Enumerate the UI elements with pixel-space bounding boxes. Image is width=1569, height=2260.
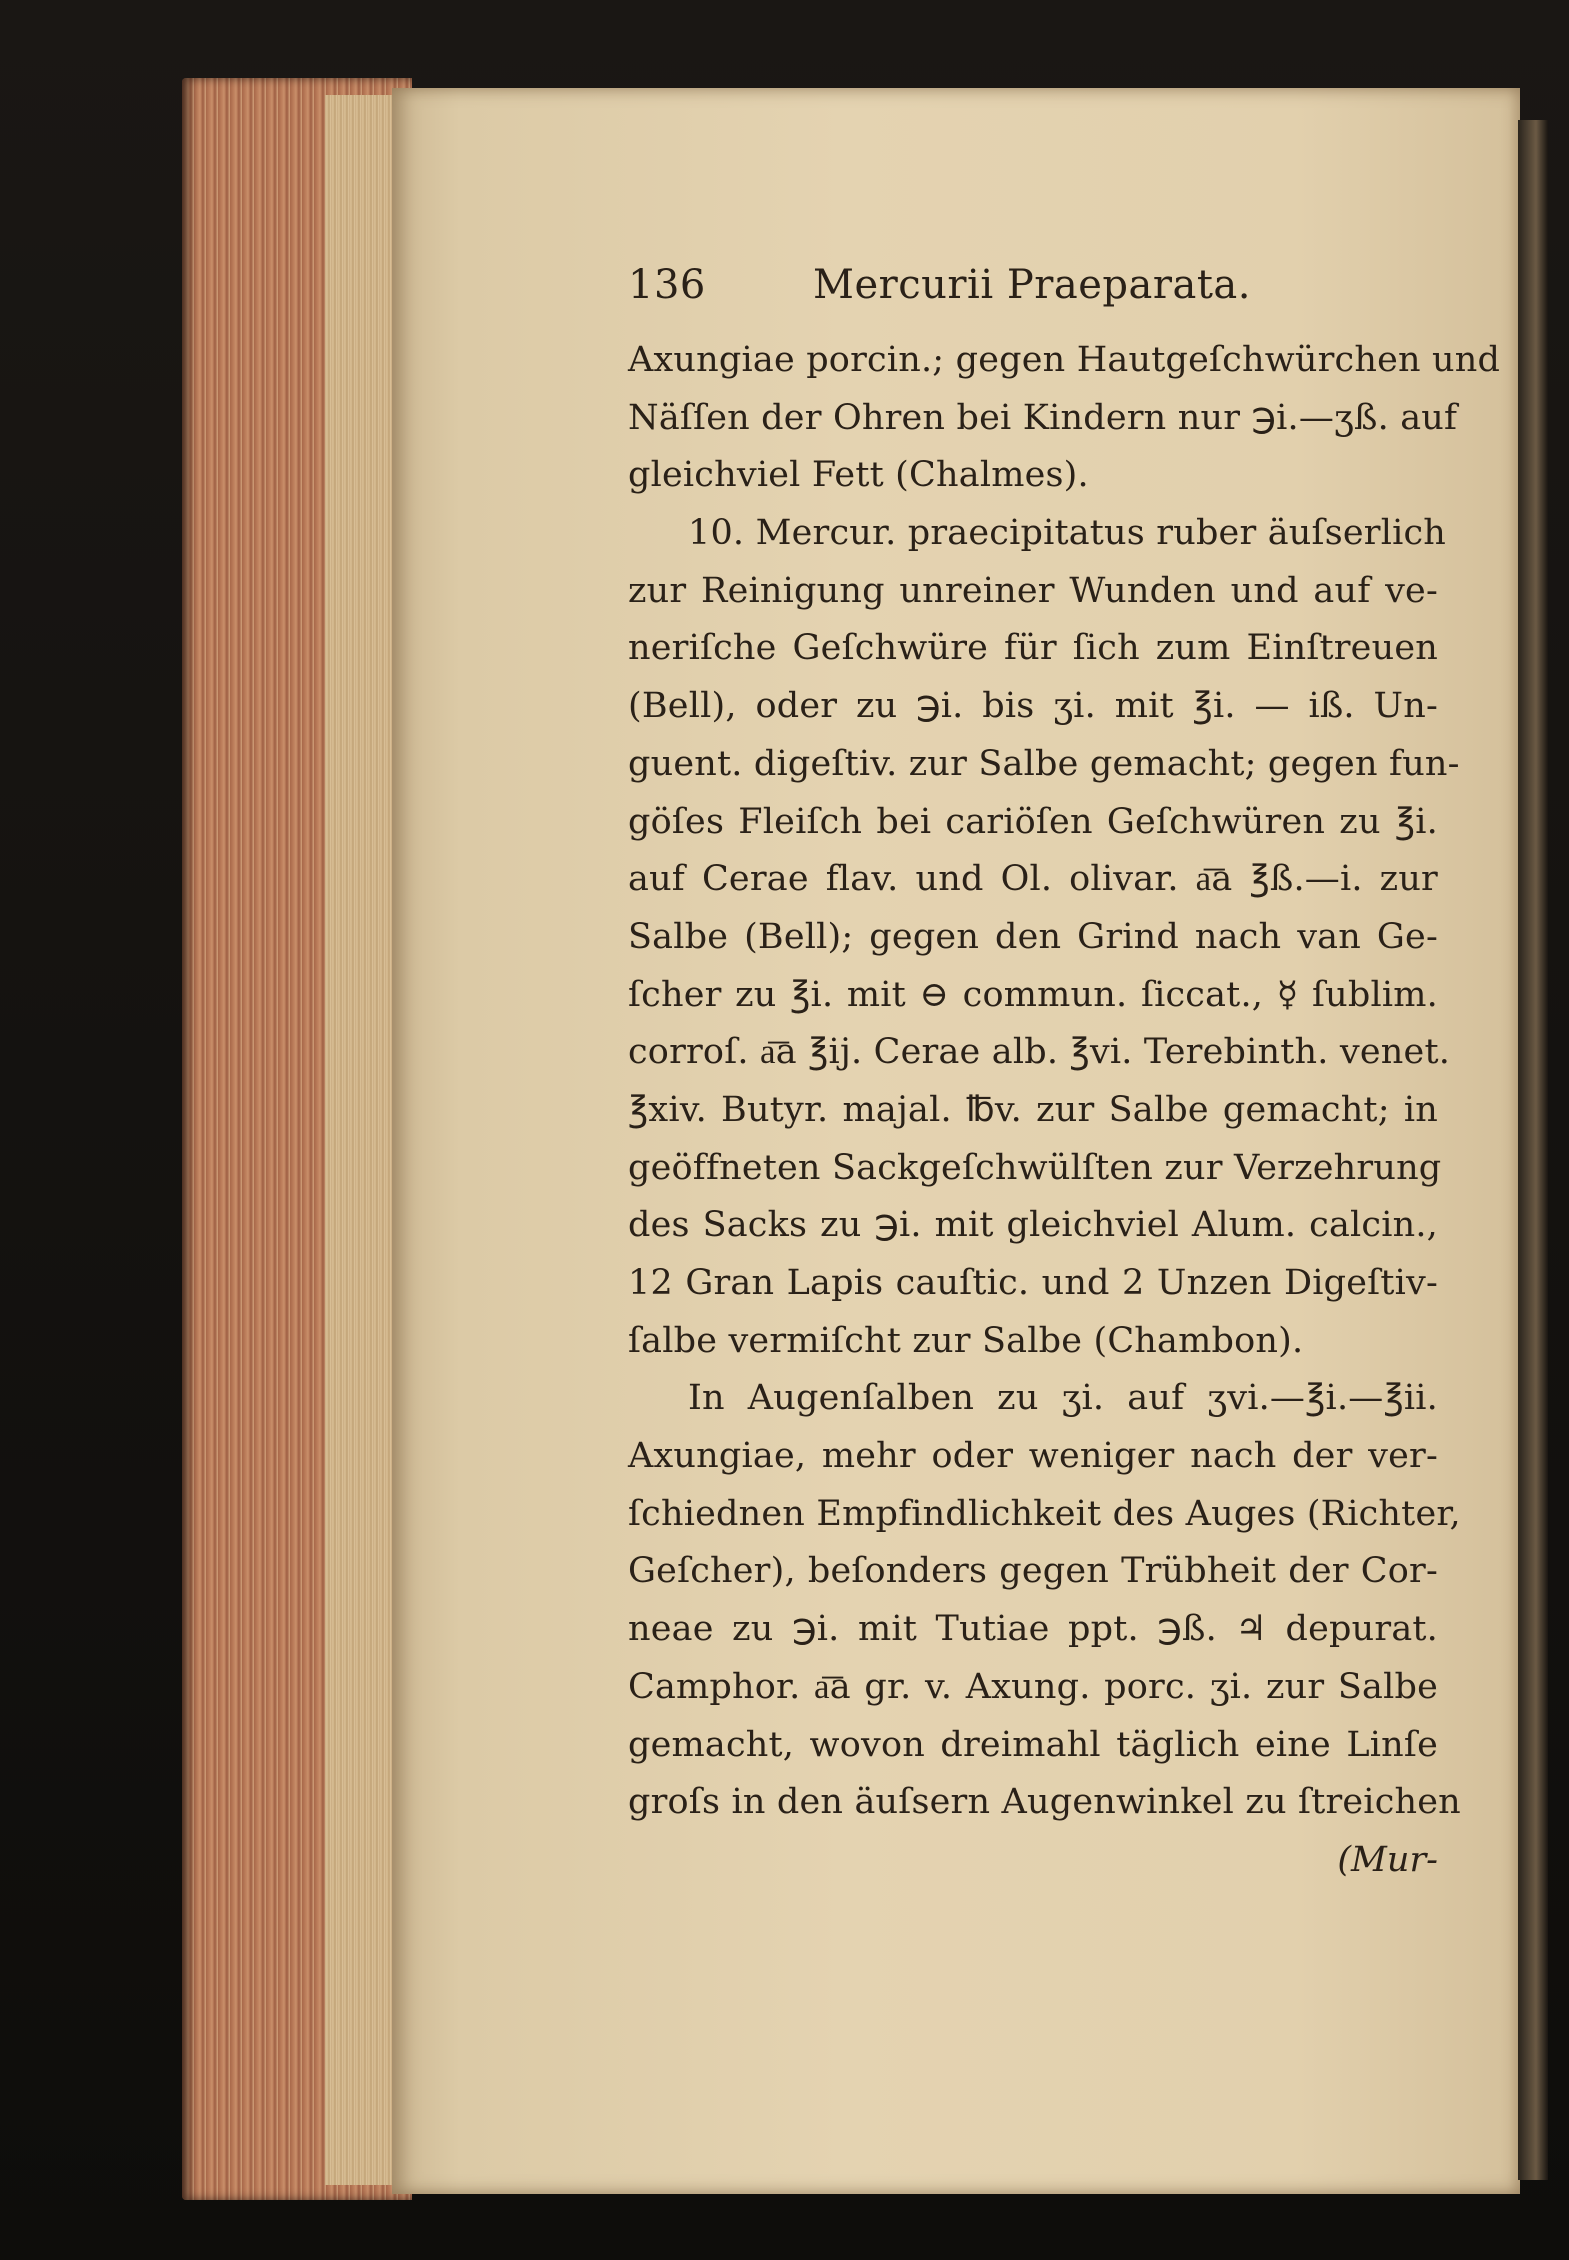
page-text xyxy=(628,262,1501,1890)
text-line: des Sacks zu ℈i. mit gleichviel Alum. calcin., xyxy=(628,1205,1438,1246)
text-line: (Bell), oder zu ℈i. bis ʒi. mit ℥i. — iß. Un- xyxy=(628,686,1438,727)
text-line: ſchiednen Empfindlichkeit des Auges (Richter, xyxy=(628,1493,1461,1534)
text-line: groſs in den äuſsern Augenwinkel zu ſtreichen xyxy=(628,1782,1461,1823)
text-line: neriſche Geſchwüre für ſich zum Einſtreuen xyxy=(628,628,1438,669)
text-line: Näſſen der Ohren bei Kindern nur ℈i.—ʒß. auf xyxy=(628,397,1458,438)
running-title: Mercurii Praeparata. xyxy=(813,262,1251,308)
text-line: Geſcher), beſonders gegen Trübheit der Cor- xyxy=(628,1551,1438,1592)
text-line: Camphor. a͞a gr. v. Axung. porc. ʒi. zur Salbe xyxy=(628,1666,1438,1707)
text-line: neae zu ℈i. mit Tutiae ppt. ℈ß. ♃ depurat. xyxy=(628,1609,1438,1650)
text-line: 10. Mercur. praecipitatus ruber äuſserlich xyxy=(688,513,1447,554)
text-line: Axungiae, mehr oder weniger nach der ver- xyxy=(628,1436,1438,1477)
text-line: zur Reinigung unreiner Wunden und auf ve- xyxy=(628,570,1438,611)
page-number: 136 xyxy=(628,262,706,308)
text-line: ℥xiv. Butyr. majal. ℔v. zur Salbe gemacht; in xyxy=(628,1089,1438,1130)
text-line: guent. digeſtiv. zur Salbe gemacht; gegen fun- xyxy=(628,743,1460,784)
text-line: corroſ. a͞a ℥ij. Cerae alb. ℥vi. Terebinth. venet. xyxy=(628,1032,1451,1073)
text-line: ſalbe vermiſcht zur Salbe (Chambon). xyxy=(628,1320,1304,1361)
catchword: (Mur- xyxy=(1337,1839,1438,1880)
text-line: auf Cerae flav. und Ol. olivar. a͞a ℥ß.—i. zur xyxy=(628,859,1438,900)
text-line: gemacht, wovon dreimahl täglich eine Linſe xyxy=(628,1724,1438,1765)
text-line: ſcher zu ℥i. mit ⊖ commun. ſiccat., ☿ ſublim. xyxy=(628,974,1438,1015)
text-line: In Augenſalben zu ʒi. auf ʒvi.—℥i.—℥ii. xyxy=(688,1378,1438,1419)
text-line: göſes Fleiſch bei cariöſen Geſchwüren zu ℥i. xyxy=(628,801,1438,842)
text-line: gleichviel Fett (Chalmes). xyxy=(628,455,1089,496)
running-head xyxy=(628,262,1438,332)
text-line: Salbe (Bell); gegen den Grind nach van Ge- xyxy=(628,916,1438,957)
text-line: geöffneten Sackgeſchwülſten zur Verzehrung xyxy=(628,1147,1442,1188)
text-line: 12 Gran Lapis cauſtic. und 2 Unzen Digeſtiv- xyxy=(628,1263,1438,1303)
gutter-shadow xyxy=(1518,120,1548,2180)
text-line: Axungiae porcin.; gegen Hautgeſchwürchen und xyxy=(628,340,1501,380)
